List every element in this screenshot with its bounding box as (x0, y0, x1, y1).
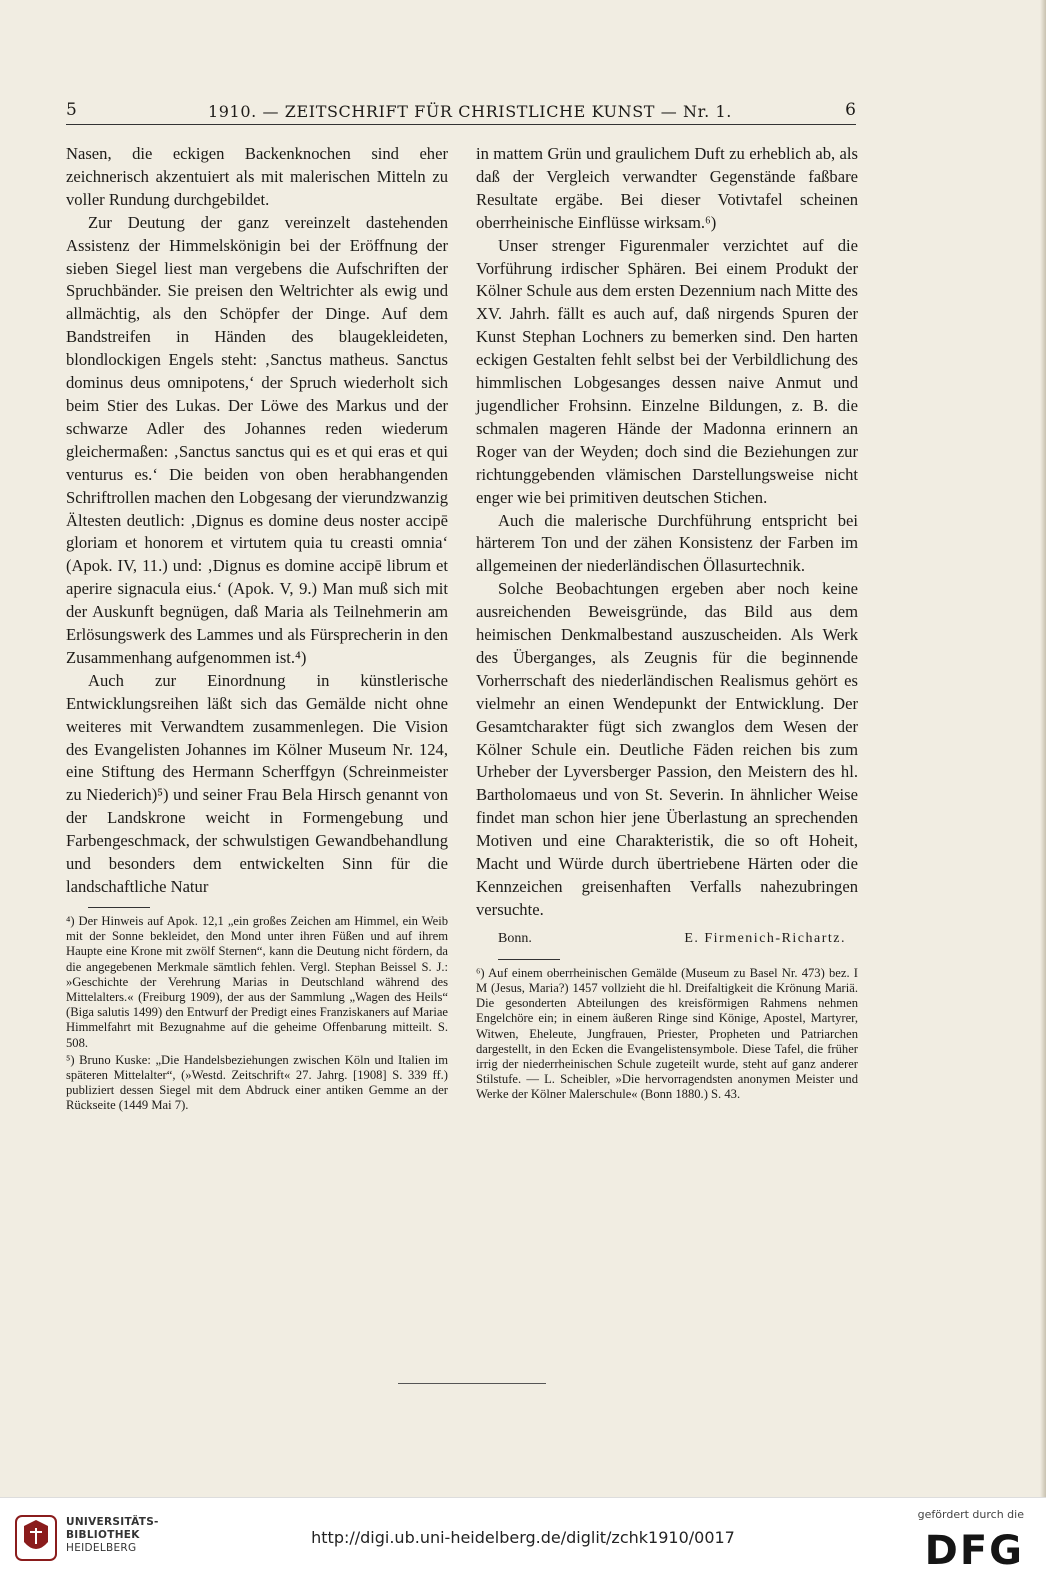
digitization-footer (0, 1497, 1046, 1586)
signature-author: E. Firmenich-Richartz. (684, 930, 846, 946)
end-rule (398, 1383, 546, 1384)
permalink[interactable]: http://digi.ub.uni-heidelberg.de/diglit/zchk1910/0017 (311, 1528, 735, 1547)
journal-title: 1910. — ZEITSCHRIFT FÜR CHRISTLICHE KUNST — Nr. 1. (208, 102, 732, 121)
author-signature (476, 928, 858, 951)
paragraph: Nasen, die eckigen Backenknochen sind eher zeichnerisch akzentuiert als mit malerischen Mitteln zu voller Rundung durchgebildet. (66, 144, 448, 209)
page-number-right: 6 (845, 100, 856, 120)
paragraph: Solche Beobachtungen ergeben aber noch keine ausreichenden Beweisgründe, das Bild aus dem heimischen Denkmalbestand auszuscheiden. Als Werk des Überganges, als Zeugnis für die beginnende Vorherrschaft des niederländischen Realismus gehört es vielmehr an einen Wendepunkt der Entwicklung. Der Gesamtcharakter fügt sich zwanglos dem Wesen der Kölner Schule ein. Deutliche Fäden reichen bis zum Urheber der Lyversberger Passion, den Meistern des hl. Bartholomaeus und von St. Severin. In ähnlicher Weise findet man schon hier jene Überlastung an sprechenden Motiven und eine Charakteristik, die so oft Hoheit, Macht und Würde durch übertriebene Härten oder die Kennzeichen greisenhaften Verfalls nahezubringen versuchte. (476, 579, 858, 919)
paragraph: Auch zur Einordnung in künstlerische Entwicklungsreihen läßt sich das Gemälde nicht ohne weiteres mit Verwandtem zusammenlegen. Die Vision des Evangelisten Johannes im Kölner Museum Nr. 124, eine Stiftung des Hermann Scherffgyn (Schreinmeister zu Niederich)⁵) und seiner Frau Bela Hirsch genannt von der Landskrone weicht in Formengebung und Farbengeschmack, der schwulstigen Gewandbehandlung und besonders dem entwickelten Sinn für die landschaftliche Natur (66, 670, 448, 896)
paragraph: in mattem Grün und graulichem Duft zu erheblich ab, als daß der Vergleich verwandter Gegenstände faßbare Resultate ergäbe. Bei dieser Votivtafel scheinen oberrheinische Einflüsse wirksam.⁶) (476, 144, 858, 232)
paragraph: Auch die malerische Durchführung entspricht bei härterem Ton und der zähen Konsistenz der Farben im allgemeinen der niederländischen Öllasurtechnik. (476, 510, 858, 576)
header-rule (66, 124, 856, 125)
paragraph: Zur Deutung der ganz vereinzelt dastehenden Assistenz der Himmelskönigin bei der Eröffnung der sieben Siegel liest man vergebens die Aufschriften der Spruchbänder. Sie preisen den Weltrichter als ewig und allmächtig, als den Schöpfer der Dinge. Auf dem Bandstreifen in Händen des blaugekleideten, blondlockigen Engels steht: ‚Sanctus matheus. Sanctus dominus deus omnipotens,‘ der Spruch wiederholt sich beim Stier des Lukas. Der Löwe des Markus und der schwarze Adler des Johannes reden wiederum gleichermaßen: ‚Sanctus sanctus qui es et qui eras et qui venturus es.‘ Die beiden von oben herabhangenden Schriftrollen machen den Lobgesang der vierundzwanzig Ältesten deutlich: ‚Dignus es domine deus noster accipē gloriam et honorem et virtutem quia tu creasti omnia‘ (Apok. IV, 11.) und: ‚Dignus es domine accipē librum et aperire signacula eius.‘ (Apok. V, 9.) Man muß sich mit der Auskunft begnügen, daß Maria als Teilnehmerin am Erlösungswerk des Lammes und als Fürsprecherin in den Zusammenhang aufgenommen ist.⁴) (66, 212, 448, 667)
right-column (476, 143, 858, 1103)
running-header (66, 92, 856, 132)
paragraph: Unser strenger Figurenmaler verzichtet auf die Vorführung irdischer Sphären. Bei einem Produkt der Kölner Schule aus dem ersten Dezennium nach Mitte des XV. Jahrh. fällt es auch auf, daß nirgends Spuren der Kunst Stephan Lochners zu bemerken sind. Den harten eckigen Gestalten fehlt selbst bei der Verbildlichung des himmlischen Lobgesanges dessen naive Anmut und jugendlicher Frohsinn. Einzelne Bildungen, z. B. die schmalen mageren Hände der Madonna erinnern an Roger van der Weyden; doch sind die Beziehungen zur richtunggebenden vlämischen Darstellungsweise nicht enger wie bei primitiven deutschen Stichen. (476, 235, 858, 507)
scan-edge-shadow (1040, 0, 1046, 1497)
left-column (66, 143, 448, 1114)
footnote-rule (498, 959, 560, 960)
signature-place: Bonn. (498, 930, 532, 946)
dfg-logo: DFG (924, 1528, 1024, 1574)
footnote-6: ⁶) Auf einem oberrheinischen Gemälde (Museum zu Basel Nr. 473) bez. I M (Jesus, Maria?) 1457 vollzieht die hl. Dreifaltigkeit die Krönung Mariä. Die gesonderten Abteilungen des kreisförmigen Rahmens nehmen Engelchöre ein; in einem äußeren Ringe sind Könige, Apostel, Martyrer, Witwen, Eheleute, Jungfrauen, Priester, Propheten und Patriarchen dargestellt, in den Ecken die Evangelistensymbole. Diese Tafel, die früher irrig der niederrheinischen Schule zugeteilt wurde, steht auf ganz anderer Stilstufe. — L. Scheibler, »Die hervorragendsten anonymen Meister und Werke der Kölner Malerschule« (Bonn 1880.) S. 43. (476, 965, 858, 1102)
page-number-left: 5 (66, 100, 77, 120)
funding-note: gefördert durch die (917, 1508, 1024, 1521)
footnote-rule (88, 907, 150, 908)
footnote-4: ⁴) Der Hinweis auf Apok. 12,1 „ein großes Zeichen am Himmel, ein Weib mit der Sonne bekleidet, den Mond unter ihren Füßen und auf ihrem Haupte eine Krone mit zwölf Sternen“, kann die Deutung nicht fördern, da die angegebenen Merkmale sämtlich fehlen. Vergl. Stephan Beissel S. J.: »Geschichte der Verehrung Marias in Deutschland während des Mittelalters.« (Freiburg 1909), der aus der Sammlung „Wagen des Heils“ (Biga salutis 1499) den Entwurf der Predigt eines Franziskaners auf Mariae Himmelfahrt mit Bezugnahme auf die geheime Offenbarung mitteilt. S. 508. (66, 913, 448, 1050)
library-name: UNIVERSITÄTS- BIBLIOTHEK HEIDELBERG (66, 1516, 159, 1554)
footnote-5: ⁵) Bruno Kuske: „Die Handelsbeziehungen zwischen Köln und Italien im späteren Mittelalter“, (»Westd. Zeitschrift« 27. Jahrg. [1908] S. 339 ff.) publiziert dessen Siegel mit dem Abdruck einer antiken Gemme an der Rückseite (1449 Mai 7). (66, 1052, 448, 1113)
